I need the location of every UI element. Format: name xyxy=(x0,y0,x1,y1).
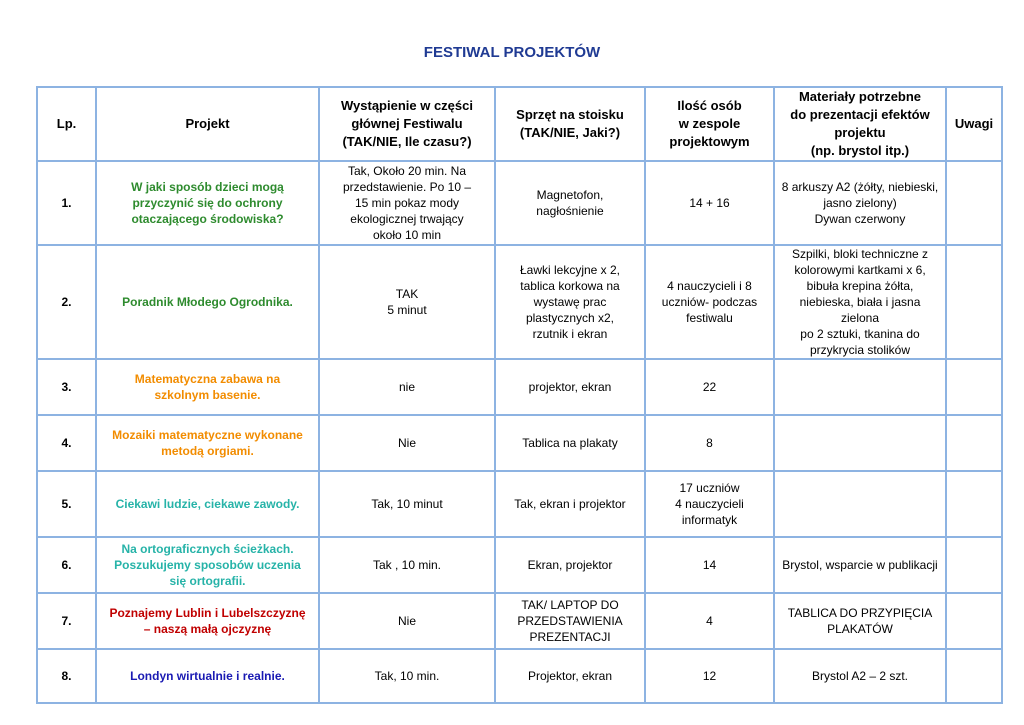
table-row xyxy=(37,245,1002,359)
project-name: W jaki sposób dzieci mogą przyczynić się do ochrony otaczającego środowiska? xyxy=(96,161,319,245)
project-name: Londyn wirtualnie i realnie. xyxy=(96,649,319,703)
row-number: 4. xyxy=(37,415,96,471)
team-size-cell: 14 + 16 xyxy=(645,161,774,245)
row-number: 2. xyxy=(37,245,96,359)
equipment-cell: Tablica na plakaty xyxy=(495,415,645,471)
row-number: 6. xyxy=(37,537,96,593)
performance-cell: TAK 5 minut xyxy=(319,245,495,359)
project-name: Poradnik Młodego Ogrodnika. xyxy=(96,245,319,359)
notes-cell xyxy=(946,593,1002,649)
table-row xyxy=(37,359,1002,415)
performance-cell: Nie xyxy=(319,415,495,471)
team-size-cell: 22 xyxy=(645,359,774,415)
row-number: 5. xyxy=(37,471,96,537)
materials-cell xyxy=(774,471,946,537)
materials-cell: 8 arkuszy A2 (żółty, niebieski, jasno zielony) Dywan czerwony xyxy=(774,161,946,245)
materials-cell xyxy=(774,415,946,471)
materials-cell: Brystol, wsparcie w publikacji xyxy=(774,537,946,593)
team-size-cell: 17 uczniów 4 nauczycieli informatyk xyxy=(645,471,774,537)
team-size-cell: 4 xyxy=(645,593,774,649)
row-number: 7. xyxy=(37,593,96,649)
header-materialy: Materiały potrzebne do prezentacji efektów projektu (np. brystol itp.) xyxy=(774,87,946,161)
performance-cell: Tak, 10 minut xyxy=(319,471,495,537)
materials-cell xyxy=(774,359,946,415)
team-size-cell: 12 xyxy=(645,649,774,703)
equipment-cell: Ławki lekcyjne x 2, tablica korkowa na wystawę prac plastycznych x2, rzutnik i ekran xyxy=(495,245,645,359)
notes-cell xyxy=(946,359,1002,415)
table-row xyxy=(37,649,1002,703)
equipment-cell: Tak, ekran i projektor xyxy=(495,471,645,537)
notes-cell xyxy=(946,649,1002,703)
header-projekt: Projekt xyxy=(96,87,319,161)
materials-cell: TABLICA DO PRZYPIĘCIA PLAKATÓW xyxy=(774,593,946,649)
materials-cell: Szpilki, bloki techniczne z kolorowymi kartkami x 6, bibuła krepina żółta, niebieska, biała i jasna zielona po 2 sztuki, tkanina do przykrycia stolików xyxy=(774,245,946,359)
performance-cell: nie xyxy=(319,359,495,415)
header-lp: Lp. xyxy=(37,87,96,161)
notes-cell xyxy=(946,537,1002,593)
table-row xyxy=(37,593,1002,649)
table-row xyxy=(37,161,1002,245)
header-sprzet: Sprzęt na stoisku (TAK/NIE, Jaki?) xyxy=(495,87,645,161)
equipment-cell: Magnetofon, nagłośnienie xyxy=(495,161,645,245)
header-osoby: Ilość osób w zespole projektowym xyxy=(645,87,774,161)
header-wystapienie: Wystąpienie w części głównej Festiwalu (TAK/NIE, Ile czasu?) xyxy=(319,87,495,161)
performance-cell: Tak , 10 min. xyxy=(319,537,495,593)
document-title: FESTIWAL PROJEKTÓW xyxy=(423,44,601,61)
team-size-cell: 14 xyxy=(645,537,774,593)
performance-cell: Tak, 10 min. xyxy=(319,649,495,703)
notes-cell xyxy=(946,415,1002,471)
header-row xyxy=(37,87,1002,161)
project-name: Poznajemy Lublin i Lubelszczyznę – naszą małą ojczyznę xyxy=(96,593,319,649)
equipment-cell: Projektor, ekran xyxy=(495,649,645,703)
equipment-cell: projektor, ekran xyxy=(495,359,645,415)
header-uwagi: Uwagi xyxy=(946,87,1002,161)
notes-cell xyxy=(946,471,1002,537)
row-number: 3. xyxy=(37,359,96,415)
row-number: 1. xyxy=(37,161,96,245)
performance-cell: Tak, Około 20 min. Na przedstawienie. Po 10 – 15 min pokaz mody ekologicznej trwający około 10 min xyxy=(319,161,495,245)
project-name: Mozaiki matematyczne wykonane metodą orgiami. xyxy=(96,415,319,471)
materials-cell: Brystol A2 – 2 szt. xyxy=(774,649,946,703)
performance-cell: Nie xyxy=(319,593,495,649)
team-size-cell: 8 xyxy=(645,415,774,471)
notes-cell xyxy=(946,245,1002,359)
row-number: 8. xyxy=(37,649,96,703)
team-size-cell: 4 nauczycieli i 8 uczniów- podczas festiwalu xyxy=(645,245,774,359)
project-name: Ciekawi ludzie, ciekawe zawody. xyxy=(96,471,319,537)
table-row xyxy=(37,415,1002,471)
notes-cell xyxy=(946,161,1002,245)
table-row xyxy=(37,471,1002,537)
projects-table xyxy=(36,86,1003,704)
table-row xyxy=(37,537,1002,593)
equipment-cell: TAK/ LAPTOP DO PRZEDSTAWIENIA PREZENTACJI xyxy=(495,593,645,649)
project-name: Na ortograficznych ścieżkach. Poszukujemy sposobów uczenia się ortografii. xyxy=(96,537,319,593)
project-name: Matematyczna zabawa na szkolnym basenie. xyxy=(96,359,319,415)
equipment-cell: Ekran, projektor xyxy=(495,537,645,593)
